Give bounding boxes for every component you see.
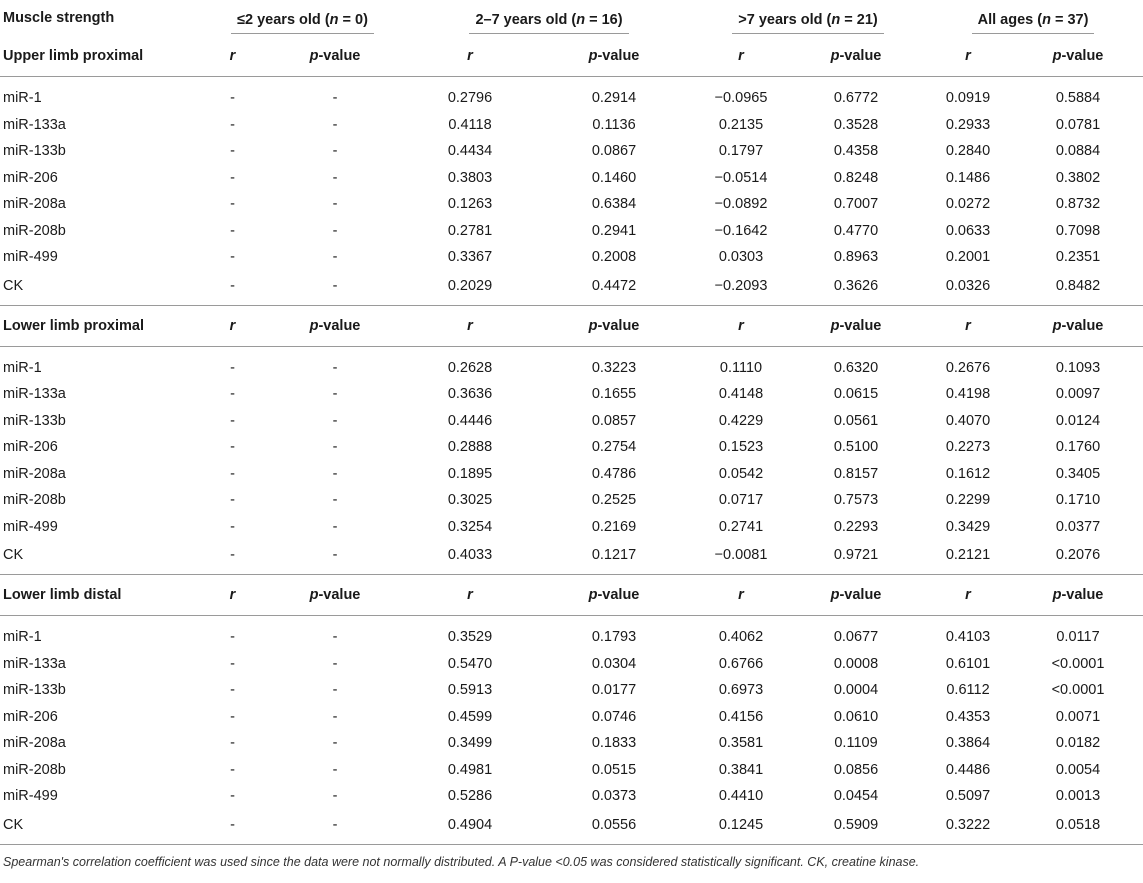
cell-age2to7-p: 0.0556 [591, 816, 637, 833]
cell-all-r: 0.2933 [945, 116, 991, 133]
group-header-age-le2: ≤2 years old (n = 0) [200, 0, 405, 36]
cell-age2to7-r: 0.4599 [447, 708, 493, 725]
cell-gt7-r: −0.0081 [714, 547, 768, 563]
cell-all-p: 0.5884 [1055, 90, 1101, 107]
cell-all-r: 0.3222 [945, 816, 991, 833]
cell-age2to7-p: 0.2754 [591, 439, 637, 456]
p-value-column-header: p-value [535, 305, 693, 346]
cell-gt7-r: 0.4410 [718, 788, 764, 805]
cell-age2to7-p: 0.4786 [591, 465, 637, 482]
r-column-header: r [693, 575, 789, 616]
cell-gt7-r: 0.1110 [719, 359, 763, 376]
cell-gt7-r: 0.0303 [718, 249, 764, 266]
cell-gt7-r: 0.0542 [718, 465, 764, 482]
cell-all-r: 0.0326 [945, 277, 991, 294]
cell-le2-r: - [230, 277, 235, 294]
spacer-cell [0, 616, 1143, 625]
cell-gt7-p: 0.6772 [833, 90, 879, 107]
p-value-column-header: p-value [265, 36, 405, 77]
table-row [0, 487, 1143, 514]
row-label: miR-499 [3, 518, 58, 535]
group-header-age-2-7: 2–7 years old (n = 16) [405, 0, 693, 36]
cell-age2to7-r: 0.4118 [448, 116, 492, 133]
cell-gt7-p: 0.0004 [833, 682, 879, 699]
cell-age2to7-r: 0.2628 [447, 359, 493, 376]
cell-gt7-p: 0.0615 [833, 386, 879, 403]
cell-all-r: 0.4486 [945, 761, 991, 778]
cell-age2to7-r: 0.2796 [447, 90, 493, 107]
cell-gt7-r: 0.4148 [718, 386, 764, 403]
cell-gt7-r: 0.2741 [718, 518, 764, 535]
cell-age2to7-r: 0.3636 [447, 386, 493, 403]
footnote: Spearman's correlation coefficient was used since the data were not normally distributed. A P-value <0.05 was considered statistically significant. CK, creatine kinase. [0, 844, 1143, 879]
cell-le2-r: - [230, 682, 235, 699]
cell-all-p: 0.1710 [1055, 492, 1101, 509]
cell-age2to7-r: 0.2888 [447, 439, 493, 456]
cell-all-r: 0.4198 [945, 386, 991, 403]
cell-gt7-r: 0.4229 [718, 412, 764, 429]
row-label: miR-206 [3, 169, 58, 186]
p-value-column-header: p-value [1013, 36, 1143, 77]
row-label: miR-1 [3, 90, 42, 107]
row-label: miR-133a [3, 386, 66, 403]
cell-age2to7-p: 0.2008 [591, 249, 637, 266]
cell-age2to7-p: 0.1217 [591, 547, 637, 563]
cell-age2to7-r: 0.4434 [447, 143, 493, 160]
cell-gt7-r: 0.1523 [718, 439, 764, 456]
cell-all-p: 0.8482 [1055, 277, 1101, 294]
cell-all-r: 0.0633 [945, 222, 991, 239]
spacer-cell [0, 77, 1143, 86]
cell-age2to7-p: 0.0857 [591, 412, 637, 429]
cell-le2-r: - [230, 196, 235, 213]
row-label: miR-133b [3, 682, 66, 699]
cell-gt7-r: 0.1245 [718, 816, 764, 833]
cell-le2-r: - [230, 439, 235, 456]
cell-age2to7-p: 0.6384 [591, 196, 637, 213]
cell-age2to7-r: 0.1895 [447, 465, 493, 482]
muscle-strength-header: Muscle strength [3, 10, 115, 26]
table-row [0, 244, 1143, 271]
table-row [0, 434, 1143, 461]
r-column-header: r [200, 36, 265, 77]
table-row [0, 677, 1143, 704]
cell-le2-p: - [332, 518, 338, 535]
cell-age2to7-p: 0.1833 [591, 735, 637, 752]
section-spacer [0, 616, 1143, 625]
cell-gt7-r: 0.6766 [718, 655, 764, 672]
cell-le2-p: - [332, 735, 338, 752]
cell-gt7-r: 0.4062 [718, 629, 764, 646]
p-value-column-header: p-value [1013, 575, 1143, 616]
p-value-column-header: p-value [265, 575, 405, 616]
cell-all-r: 0.3429 [945, 518, 991, 535]
cell-all-r: 0.2676 [945, 359, 991, 376]
row-label: miR-133a [3, 116, 66, 133]
cell-all-p: 0.0054 [1055, 761, 1101, 778]
spacer-cell [0, 346, 1143, 355]
cell-gt7-r: −0.0892 [714, 196, 768, 213]
cell-gt7-p: 0.0856 [833, 761, 879, 778]
cell-gt7-r: 0.2135 [718, 116, 764, 133]
row-label: miR-208a [3, 465, 66, 482]
cell-le2-p: - [332, 90, 338, 107]
cell-age2to7-p: 0.1655 [591, 386, 637, 403]
group-header-all-ages: All ages (n = 37) [923, 0, 1143, 36]
cell-all-r: 0.0272 [945, 196, 991, 213]
cell-le2-r: - [230, 492, 235, 509]
cell-age2to7-r: 0.3254 [447, 518, 493, 535]
cell-all-r: 0.2273 [945, 439, 991, 456]
r-column-header: r [693, 305, 789, 346]
table-row [0, 783, 1143, 810]
section-header-row [0, 36, 1143, 77]
cell-gt7-p: 0.8963 [833, 249, 879, 266]
cell-age2to7-p: 0.0746 [591, 708, 637, 725]
cell-gt7-r: −0.2093 [714, 277, 768, 294]
cell-all-r: 0.4103 [945, 629, 991, 646]
table-row [0, 514, 1143, 541]
cell-le2-r: - [230, 708, 235, 725]
table-row [0, 218, 1143, 245]
table-row [0, 112, 1143, 139]
cell-le2-p: - [332, 116, 338, 133]
cell-gt7-p: 0.0610 [833, 708, 879, 725]
cell-age2to7-p: 0.0177 [591, 682, 637, 699]
cell-le2-p: - [332, 708, 338, 725]
r-column-header: r [405, 575, 535, 616]
cell-all-p: 0.0124 [1055, 412, 1101, 429]
cell-age2to7-r: 0.1263 [447, 196, 493, 213]
cell-all-p: 0.0781 [1055, 116, 1101, 133]
cell-all-p: 0.3802 [1055, 169, 1101, 186]
cell-gt7-r: 0.3841 [718, 761, 764, 778]
row-label: miR-206 [3, 439, 58, 456]
cell-gt7-p: 0.4358 [833, 143, 879, 160]
r-column-header: r [693, 36, 789, 77]
cell-le2-p: - [332, 655, 338, 672]
cell-gt7-p: 0.1109 [834, 735, 878, 752]
table-row [0, 810, 1143, 845]
p-value-column-header: p-value [1013, 305, 1143, 346]
cell-gt7-p: 0.0561 [833, 412, 879, 429]
row-label: miR-1 [3, 629, 42, 646]
cell-all-p: 0.0518 [1055, 816, 1101, 833]
p-value-column-header: p-value [535, 36, 693, 77]
row-label: miR-133b [3, 143, 66, 160]
p-value-column-header: p-value [789, 36, 923, 77]
cell-age2to7-r: 0.4904 [447, 816, 493, 833]
cell-le2-p: - [332, 439, 338, 456]
cell-le2-r: - [230, 222, 235, 239]
cell-age2to7-r: 0.2781 [447, 222, 493, 239]
cell-age2to7-p: 0.0867 [591, 143, 637, 160]
cell-le2-p: - [332, 386, 338, 403]
cell-age2to7-p: 0.0373 [591, 788, 637, 805]
row-label: miR-1 [3, 359, 42, 376]
cell-age2to7-p: 0.0515 [591, 761, 637, 778]
table-row [0, 271, 1143, 306]
cell-age2to7-r: 0.2029 [447, 277, 493, 294]
row-label: CK [3, 547, 24, 563]
cell-all-p: 0.1093 [1055, 359, 1101, 376]
table-row [0, 408, 1143, 435]
table-row [0, 730, 1143, 757]
row-label: miR-133b [3, 412, 66, 429]
cell-le2-p: - [332, 222, 338, 239]
group-header-age-gt7: >7 years old (n = 21) [693, 0, 923, 36]
cell-gt7-p: 0.2293 [833, 518, 879, 535]
table-row [0, 704, 1143, 731]
cell-le2-p: - [332, 196, 338, 213]
row-label: miR-208b [3, 761, 66, 778]
cell-age2to7-r: 0.3529 [447, 629, 493, 646]
cell-age2to7-p: 0.1793 [591, 629, 637, 646]
row-label: miR-133a [3, 655, 66, 672]
row-label: miR-208b [3, 222, 66, 239]
section-title: Lower limb proximal [0, 305, 200, 346]
p-value-column-header: p-value [535, 575, 693, 616]
cell-age2to7-p: 0.2941 [591, 222, 637, 239]
cell-all-p: 0.0884 [1055, 143, 1101, 160]
cell-all-r: 0.0919 [945, 90, 991, 107]
table-row [0, 461, 1143, 488]
section-header-row [0, 575, 1143, 616]
row-label: miR-208b [3, 492, 66, 509]
cell-gt7-p: 0.5100 [833, 439, 879, 456]
cell-all-p: 0.0117 [1056, 629, 1100, 646]
cell-age2to7-r: 0.3367 [447, 249, 493, 266]
r-column-header: r [200, 305, 265, 346]
cell-le2-r: - [230, 249, 235, 266]
cell-gt7-p: 0.5909 [833, 816, 879, 833]
cell-le2-p: - [332, 412, 338, 429]
cell-all-p: 0.0182 [1055, 735, 1101, 752]
cell-gt7-p: 0.7007 [833, 196, 879, 213]
group-header-row [0, 0, 1143, 36]
cell-le2-p: - [332, 359, 338, 376]
r-column-header: r [405, 305, 535, 346]
cell-gt7-p: 0.9721 [833, 547, 879, 563]
cell-le2-r: - [230, 655, 235, 672]
cell-le2-r: - [230, 816, 235, 833]
cell-all-p: 0.0071 [1055, 708, 1101, 725]
cell-le2-r: - [230, 412, 235, 429]
cell-age2to7-p: 0.0304 [591, 655, 637, 672]
row-label: miR-499 [3, 788, 58, 805]
cell-le2-r: - [230, 761, 235, 778]
cell-age2to7-p: 0.2169 [591, 518, 637, 535]
p-value-column-header: p-value [789, 305, 923, 346]
cell-age2to7-r: 0.5470 [447, 655, 493, 672]
table-row [0, 540, 1143, 575]
table-row [0, 138, 1143, 165]
cell-all-r: 0.2121 [945, 547, 991, 563]
cell-le2-p: - [332, 249, 338, 266]
cell-age2to7-r: 0.3499 [447, 735, 493, 752]
section-header-row [0, 305, 1143, 346]
cell-le2-r: - [230, 788, 235, 805]
cell-age2to7-p: 0.1460 [591, 169, 637, 186]
row-label: CK [3, 816, 24, 833]
cell-all-r: 0.6112 [946, 682, 990, 699]
cell-le2-p: - [332, 788, 338, 805]
section-spacer [0, 77, 1143, 86]
cell-all-p: 0.2351 [1055, 249, 1101, 266]
cell-all-p: 0.0377 [1055, 518, 1101, 535]
cell-all-p: <0.0001 [1051, 655, 1105, 672]
cell-le2-p: - [332, 761, 338, 778]
cell-le2-p: - [332, 277, 338, 294]
p-value-column-header: p-value [789, 575, 923, 616]
row-label: miR-208a [3, 735, 66, 752]
cell-le2-r: - [230, 518, 235, 535]
cell-le2-r: - [230, 735, 235, 752]
cell-gt7-p: 0.8248 [833, 169, 879, 186]
cell-le2-p: - [332, 629, 338, 646]
cell-all-r: 0.2001 [945, 249, 991, 266]
cell-gt7-p: 0.7573 [833, 492, 879, 509]
cell-all-r: 0.2299 [945, 492, 991, 509]
cell-all-p: 0.1760 [1055, 439, 1101, 456]
row-label: miR-499 [3, 249, 58, 266]
cell-age2to7-p: 0.2525 [591, 492, 637, 509]
cell-age2to7-r: 0.3803 [447, 169, 493, 186]
cell-gt7-p: 0.0008 [833, 655, 879, 672]
cell-gt7-p: 0.8157 [833, 465, 879, 482]
table-row [0, 651, 1143, 678]
cell-gt7-p: 0.0677 [833, 629, 879, 646]
cell-all-r: 0.1486 [945, 169, 991, 186]
table-row [0, 624, 1143, 651]
cell-gt7-r: −0.1642 [714, 222, 768, 239]
cell-gt7-r: 0.6973 [718, 682, 764, 699]
cell-le2-r: - [230, 465, 235, 482]
cell-all-p: 0.3405 [1055, 465, 1101, 482]
cell-age2to7-p: 0.4472 [591, 277, 637, 294]
cell-le2-r: - [230, 547, 235, 563]
r-column-header: r [923, 305, 1013, 346]
cell-age2to7-p: 0.1136 [592, 116, 636, 133]
cell-gt7-r: −0.0965 [714, 90, 768, 107]
cell-gt7-p: 0.4770 [833, 222, 879, 239]
cell-all-r: 0.3864 [945, 735, 991, 752]
cell-gt7-r: 0.0717 [718, 492, 764, 509]
row-label: miR-208a [3, 196, 66, 213]
cell-le2-p: - [332, 682, 338, 699]
cell-gt7-p: 0.3528 [833, 116, 879, 133]
cell-gt7-r: −0.0514 [714, 169, 768, 186]
row-label: CK [3, 277, 24, 294]
cell-le2-r: - [230, 169, 235, 186]
cell-le2-r: - [230, 359, 235, 376]
p-value-column-header: p-value [265, 305, 405, 346]
cell-all-p: 0.8732 [1055, 196, 1101, 213]
cell-le2-p: - [332, 465, 338, 482]
cell-age2to7-p: 0.2914 [591, 90, 637, 107]
r-column-header: r [923, 575, 1013, 616]
cell-all-p: 0.7098 [1055, 222, 1101, 239]
section-title: Lower limb distal [0, 575, 200, 616]
cell-le2-r: - [230, 143, 235, 160]
row-label: miR-206 [3, 708, 58, 725]
cell-all-r: 0.2840 [945, 143, 991, 160]
cell-le2-p: - [332, 816, 338, 833]
table-row [0, 191, 1143, 218]
r-column-header: r [405, 36, 535, 77]
cell-gt7-p: 0.6320 [833, 359, 879, 376]
cell-le2-p: - [332, 143, 338, 160]
cell-all-r: 0.4353 [945, 708, 991, 725]
cell-age2to7-p: 0.3223 [591, 359, 637, 376]
cell-le2-r: - [230, 116, 235, 133]
table-body [0, 36, 1143, 879]
cell-age2to7-r: 0.4981 [447, 761, 493, 778]
cell-gt7-p: 0.0454 [833, 788, 879, 805]
cell-age2to7-r: 0.5286 [447, 788, 493, 805]
cell-le2-r: - [230, 386, 235, 403]
cell-le2-p: - [332, 547, 338, 563]
cell-all-r: 0.5097 [945, 788, 991, 805]
cell-gt7-r: 0.3581 [718, 735, 764, 752]
cell-age2to7-r: 0.4033 [447, 547, 493, 563]
cell-le2-r: - [230, 90, 235, 107]
section-spacer [0, 346, 1143, 355]
cell-all-p: 0.2076 [1055, 547, 1101, 563]
table-row [0, 85, 1143, 112]
cell-le2-p: - [332, 492, 338, 509]
cell-all-p: <0.0001 [1051, 682, 1105, 699]
table-row [0, 355, 1143, 382]
r-column-header: r [200, 575, 265, 616]
cell-all-r: 0.4070 [945, 412, 991, 429]
cell-all-r: 0.6101 [945, 655, 991, 672]
cell-all-r: 0.1612 [945, 465, 991, 482]
cell-all-p: 0.0097 [1055, 386, 1101, 403]
cell-gt7-p: 0.3626 [833, 277, 879, 294]
table-row [0, 381, 1143, 408]
table-row [0, 165, 1143, 192]
cell-gt7-r: 0.4156 [718, 708, 764, 725]
cell-age2to7-r: 0.5913 [447, 682, 493, 699]
cell-age2to7-r: 0.3025 [447, 492, 493, 509]
cell-le2-p: - [332, 169, 338, 186]
cell-all-p: 0.0013 [1055, 788, 1101, 805]
r-column-header: r [923, 36, 1013, 77]
table-row [0, 757, 1143, 784]
cell-age2to7-r: 0.4446 [447, 412, 493, 429]
cell-le2-r: - [230, 629, 235, 646]
section-title: Upper limb proximal [0, 36, 200, 77]
cell-gt7-r: 0.1797 [718, 143, 764, 160]
footnote-row [0, 844, 1143, 879]
